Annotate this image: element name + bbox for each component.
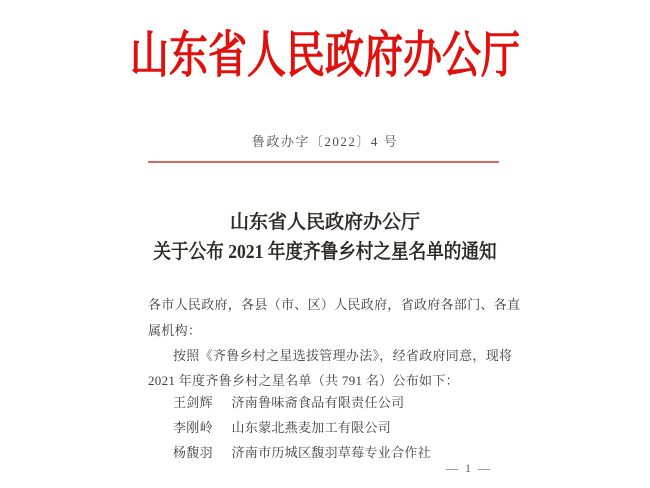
red-divider-line [148,161,499,163]
awardee-organization: 济南市历城区馥羽草莓专业合作社 [231,445,431,460]
paragraph-line-1: 按照《齐鲁乡村之星选拔管理办法》，经省政府同意，现将 [173,348,513,363]
awardee-row [148,445,431,461]
awardee-organization: 山东蒙北燕麦加工有限公司 [231,420,392,435]
letterhead-title: 山东省人民政府办公厅 [130,27,521,83]
awardee-row [148,395,404,411]
awardee-row [148,420,391,436]
salutation-line-1: 各市人民政府，各县（市、区）人民政府，省政府各部门、各直 [148,297,521,312]
awardee-name: 李刚岭 [173,420,213,435]
awardee-organization: 济南鲁味斋食品有限责任公司 [231,395,405,410]
awardee-name: 王剑辉 [173,395,213,410]
page-number: — 1 — [446,461,492,475]
paragraph-line-2: 2021 年度齐鲁乡村之星名单（共 791 名）公布如下： [148,373,459,388]
document-number: 鲁政办字〔2022〕4 号 [251,134,399,149]
salutation-line-2: 属机构： [148,323,202,338]
notice-title-line1: 山东省人民政府办公厅 [229,212,420,233]
awardee-name: 杨馥羽 [173,445,213,460]
notice-title-line2: 关于公布 2021 年度齐鲁乡村之星名单的通知 [153,241,497,263]
